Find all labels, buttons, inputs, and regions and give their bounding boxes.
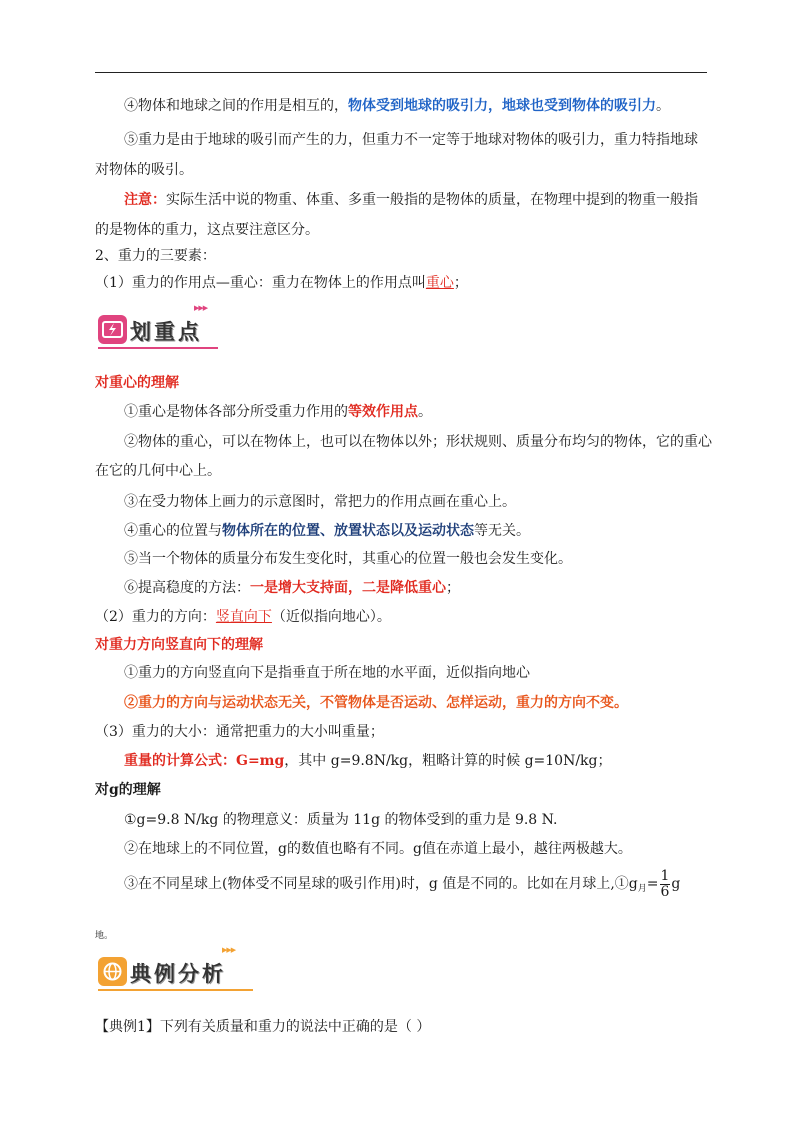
cog-3: ③在受力物体上画力的示意图时，常把力的作用点画在重心上。 xyxy=(124,494,516,510)
para-5-line-2: 对物体的吸引。 xyxy=(95,162,193,178)
g-1: ①g=9.8 N/kg 的物理意义：质量为 11g 的物体受到的重力是 9.8 N. xyxy=(124,812,558,828)
focus-badge xyxy=(98,304,223,349)
g-2: ②在地球上的不同位置，g的数值也略有不同。g值在赤道上最小，越往两极越大。 xyxy=(124,841,632,857)
para-5-line-1: ⑤重力是由于地球的吸引而产生的力，但重力不一定等于地球对物体的吸引力，重力特指地球 xyxy=(124,132,698,148)
arrows-icon: ▶▶▶ xyxy=(194,304,208,312)
cog-2-line-2: 在它的几何中心上。 xyxy=(95,463,221,479)
direction-1: ①重力的方向竖直向下是指垂直于所在地的水平面，近似指向地心 xyxy=(124,665,530,681)
note-line-1: 注意：实际生活中说的物重、体重、多重一般指的是物体的质量，在物理中提到的物重一般指 xyxy=(124,192,698,208)
item-1-center-of-gravity: （1）重力的作用点—重心：重力在物体上的作用点叫重心； xyxy=(95,275,468,291)
direction-2: ②重力的方向与运动状态无关，不管物体是否运动、怎样运动，重力的方向不变。 xyxy=(124,695,628,711)
example-badge xyxy=(98,946,258,991)
weight-formula: 重量的计算公式：G=mg，其中 g=9.8N/kg，粗略计算的时候 g=10N/kg； xyxy=(124,753,612,769)
example-question-1: 【典例1】下列有关质量和重力的说法中正确的是（ ） xyxy=(95,1019,431,1035)
cog-2-line-1: ②物体的重心，可以在物体上，也可以在物体以外；形状规则、质量分布均匀的物体，它的重心 xyxy=(124,434,712,450)
cog-1: ①重心是物体各部分所受重力作用的等效作用点。 xyxy=(124,404,432,420)
cog-6: ⑥提高稳度的方法：一是增大支持面，二是降低重心； xyxy=(124,580,460,596)
cog-4: ④重心的位置与物体所在的位置、放置状态以及运动状态等无关。 xyxy=(124,523,530,539)
arrows-icon: ▶▶▶ xyxy=(222,946,236,954)
example-badge-label: 典例分析 xyxy=(130,962,226,986)
g-3-tail: 地。 xyxy=(95,931,114,941)
item-3-magnitude: （3）重力的大小：通常把重力的大小叫重量； xyxy=(95,724,384,740)
focus-badge-label: 划重点 xyxy=(130,320,202,344)
g-heading: 对g的理解 xyxy=(95,782,161,798)
header-rule xyxy=(95,72,707,73)
lightning-icon xyxy=(98,315,127,344)
example-badge-underline xyxy=(98,989,253,991)
direction-heading: 对重力方向竖直向下的理解 xyxy=(95,637,263,653)
g-3: ③在不同星球上(物体受不同星球的吸引作用)时，g 值是不同的。比如在月球上$,①g_月=$ $\frac{1}{6}$ g xyxy=(124,867,681,900)
cog-5: ⑤当一个物体的质量分布发生变化时，其重心的位置一般也会发生变化。 xyxy=(124,551,572,567)
item-2-direction: （2）重力的方向：竖直向下（近似指向地心）。 xyxy=(95,609,391,625)
para-4: ④物体和地球之间的作用是相互的，物体受到地球的吸引力，地球也受到物体的吸引力。 xyxy=(124,98,670,114)
globe-icon xyxy=(98,957,127,986)
elements-title: 2、重力的三要素： xyxy=(95,248,216,264)
fraction-one-sixth: $\frac{1}{6}$ xyxy=(660,867,670,900)
focus-badge-underline xyxy=(98,347,218,349)
cog-heading: 对重心的理解 xyxy=(95,375,179,391)
note-line-2: 的是物体的重力，这点要注意区分。 xyxy=(95,222,319,238)
